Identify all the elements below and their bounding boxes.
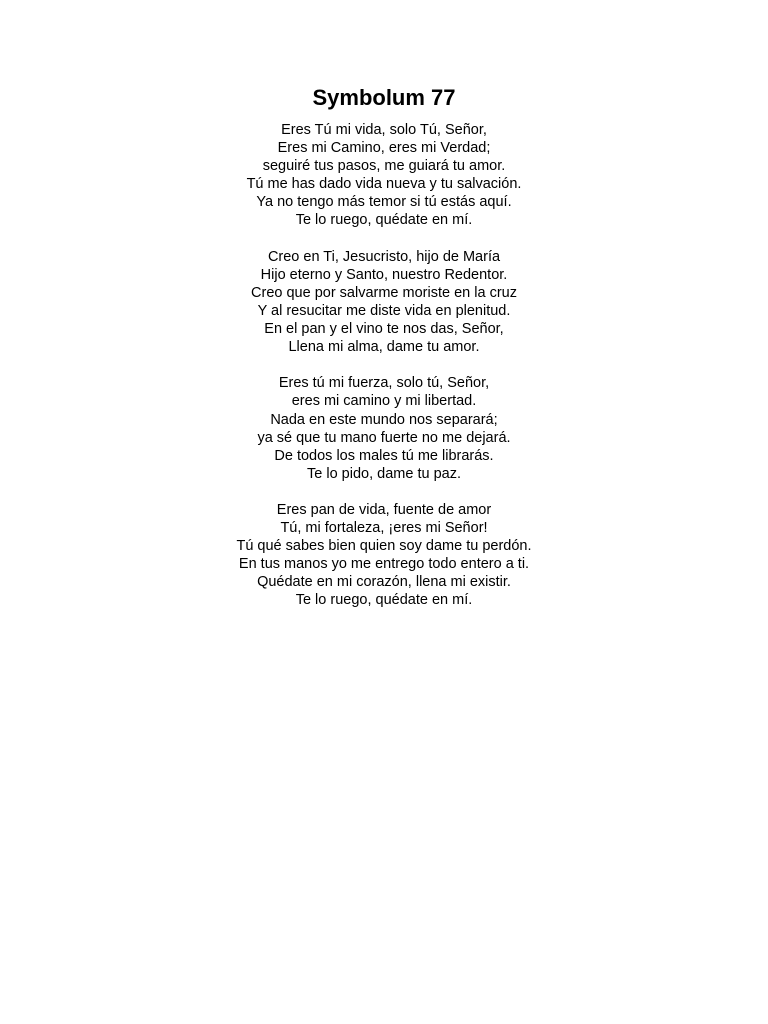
stanza-3 bbox=[0, 374, 768, 483]
lyric-line: Eres mi Camino, eres mi Verdad; bbox=[277, 140, 491, 157]
lyric-line: Quédate en mi corazón, llena mi existir. bbox=[257, 574, 511, 591]
lyric-line: Eres tú mi fuerza, solo tú, Señor, bbox=[278, 375, 490, 392]
page-title: Symbolum 77 bbox=[312, 85, 456, 110]
lyric-line: Nada en este mundo nos separará; bbox=[270, 411, 498, 428]
lyric-line: eres mi camino y mi libertad. bbox=[291, 393, 477, 410]
lyric-line: Eres pan de vida, fuente de amor bbox=[276, 501, 492, 518]
lyric-line: Eres Tú mi vida, solo Tú, Señor, bbox=[281, 122, 487, 138]
stanza-1 bbox=[0, 121, 768, 230]
stanza-2 bbox=[0, 248, 768, 357]
lyric-line: Creo que por salvarme moriste en la cruz bbox=[251, 284, 517, 301]
lyrics-body bbox=[0, 121, 768, 628]
lyric-line: En el pan y el vino te nos das, Señor, bbox=[264, 321, 504, 338]
lyric-line: seguiré tus pasos, me guiará tu amor. bbox=[262, 158, 506, 175]
lyric-line: Te lo ruego, quédate en mí. bbox=[295, 212, 473, 229]
lyric-line: Y al resucitar me diste vida en plenitud. bbox=[257, 302, 511, 319]
lyric-line: Tú, mi fortaleza, ¡eres mi Señor! bbox=[280, 520, 488, 537]
lyric-line: De todos los males tú me librarás. bbox=[274, 447, 494, 464]
lyric-line: Ya no tengo más temor si tú estás aquí. bbox=[256, 194, 512, 211]
stanza-4 bbox=[0, 501, 768, 610]
lyric-line: Hijo eterno y Santo, nuestro Redentor. bbox=[260, 266, 508, 283]
lyric-line: ya sé que tu mano fuerte no me dejará. bbox=[257, 429, 511, 446]
lyric-line: Tú me has dado vida nueva y tu salvación. bbox=[246, 176, 522, 193]
lyric-line: Te lo pido, dame tu paz. bbox=[307, 465, 461, 482]
lyric-line: Llena mi alma, dame tu amor. bbox=[288, 339, 480, 356]
lyric-line: En tus manos yo me entrego todo entero a ti. bbox=[238, 556, 530, 573]
lyric-line: Tú qué sabes bien quien soy dame tu perdón. bbox=[236, 538, 532, 555]
lyric-line: Te lo ruego, quédate en mí. bbox=[295, 592, 473, 609]
lyric-line: Creo en Ti, Jesucristo, hijo de María bbox=[267, 248, 501, 265]
